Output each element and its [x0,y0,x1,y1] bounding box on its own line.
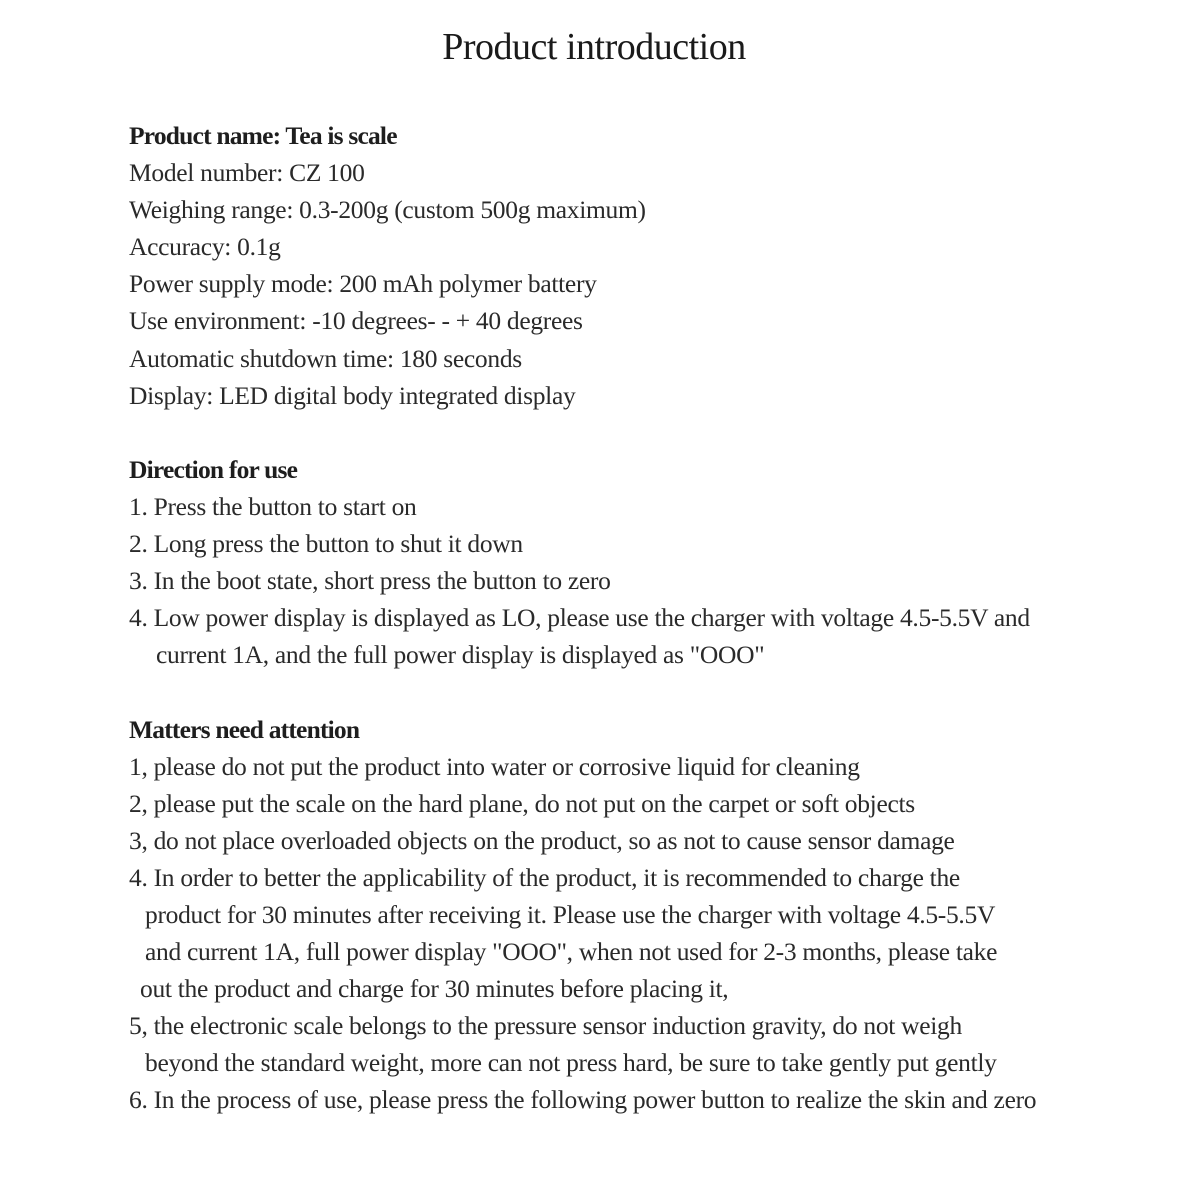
weighing-range-line: Weighing range: 0.3-200g (custom 500g maximum) [129,195,646,225]
direction-item-4: 4. Low power display is displayed as LO, please use the charger with voltage 4.5-5.5V and [129,603,1030,633]
use-environment-line: Use environment: -10 degrees- - + 40 degrees [129,306,583,336]
direction-item-1: 1. Press the button to start on [129,491,417,521]
attention-section [129,711,1169,1119]
section-spacer [129,673,1169,710]
attention-item-4: 4. In order to better the applicability of the product, it is recommended to charge the [129,862,960,892]
page-title: Product introduction [442,26,746,68]
attention-item-3: 3, do not place overloaded objects on the product, so as not to cause sensor damage [129,825,955,855]
model-number-line: Model number: CZ 100 [129,158,365,188]
direction-item-4-continued: current 1A, and the full power display is displayed as "OOO" [156,640,765,670]
attention-item-2: 2, please put the scale on the hard plane, do not put on the carpet or soft objects [129,788,915,818]
attention-item-4-continued: product for 30 minutes after receiving it. Please use the charger with voltage 4.5-5.5V [145,899,996,929]
power-supply-line: Power supply mode: 200 mAh polymer battery [129,269,597,299]
direction-item-2: 2. Long press the button to shut it down [129,529,523,559]
attention-item-6: 6. In the process of use, please press the following power button to realize the skin and zero [129,1085,1037,1115]
attention-item-5-continued: beyond the standard weight, more can not press hard, be sure to take gently put gently [145,1048,997,1078]
display-line: Display: LED digital body integrated display [129,380,576,410]
attention-item-4-continued: and current 1A, full power display "OOO", when not used for 2-3 months, please take [145,937,998,967]
shutdown-time-line: Automatic shutdown time: 180 seconds [129,343,522,373]
direction-item-3: 3. In the boot state, short press the button to zero [129,566,611,596]
direction-section [129,451,1169,674]
document-body [129,117,1169,1119]
product-info-section [129,117,1169,414]
product-name-heading: Product name: Tea is scale [129,121,397,150]
attention-item-4-continued: out the product and charge for 30 minutes before placing it, [140,974,729,1004]
direction-heading: Direction for use [129,454,298,484]
attention-item-5: 5, the electronic scale belongs to the pressure sensor induction gravity, do not weigh [129,1011,962,1041]
attention-item-1: 1, please do not put the product into water or corrosive liquid for cleaning [129,751,860,781]
accuracy-line: Accuracy: 0.1g [129,232,281,262]
attention-heading: Matters need attention [129,714,360,744]
section-spacer [129,414,1169,451]
